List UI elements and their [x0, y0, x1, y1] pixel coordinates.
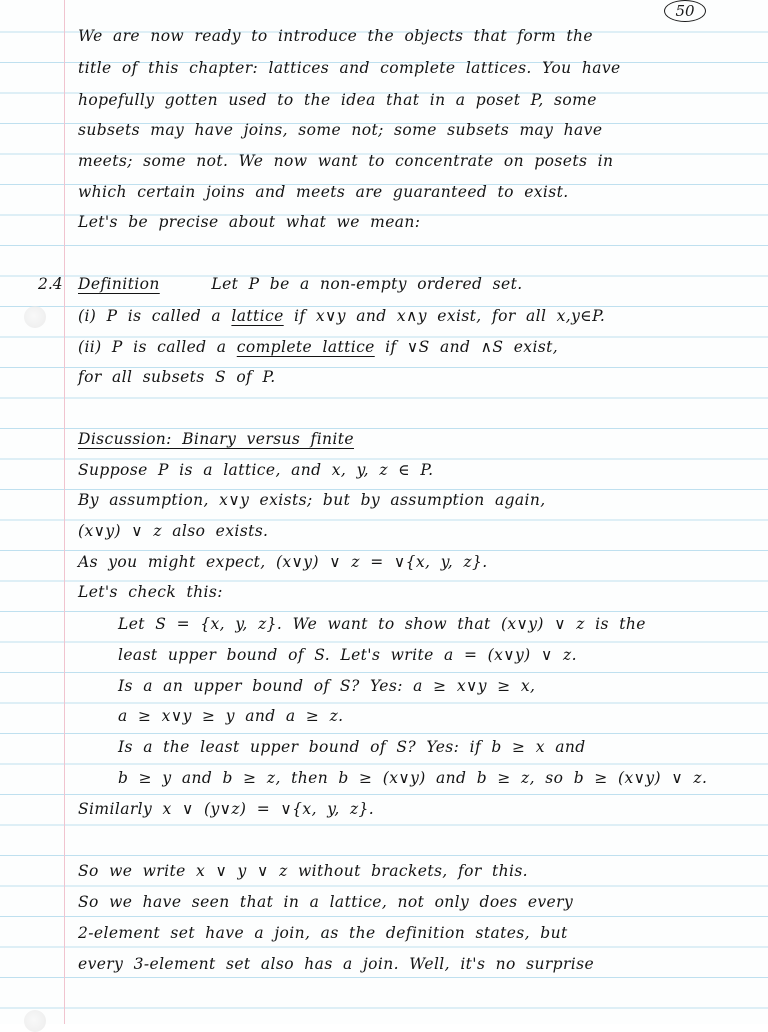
- text-line: hopefully gotten used to the idea that in a poset P, some: [78, 91, 597, 109]
- proof-line: least upper bound of S. Let's write a = (x∨y) ∨ z.: [118, 646, 577, 664]
- text-line: subsets may have joins, some not; some subsets may have: [78, 121, 603, 139]
- closing-line: So we have seen that in a lattice, not only does every: [78, 893, 574, 911]
- text-line: which certain joins and meets are guaranteed to exist.: [78, 183, 569, 201]
- proof-line: Let S = {x, y, z}. We want to show that (x∨y) ∨ z is the: [118, 615, 646, 633]
- punch-hole: [24, 1010, 46, 1032]
- text-line: title of this chapter: lattices and complete lattices. You have: [78, 59, 621, 77]
- proof-line: Is a an upper bound of S? Yes: a ≥ x∨y ≥ x,: [118, 677, 536, 695]
- definition-item-1-suffix: if x∨y and x∧y exist, for all x,y∈P.: [294, 307, 606, 325]
- text-line: We are now ready to introduce the objects that form the: [78, 27, 593, 45]
- closing-line: So we write x ∨ y ∨ z without brackets, for this.: [78, 862, 529, 880]
- discussion-line: (x∨y) ∨ z also exists.: [78, 522, 269, 540]
- text-line: meets; some not. We now want to concentrate on posets in: [78, 152, 614, 170]
- page-number: 50: [664, 0, 706, 22]
- definition-item-2-suffix: if ∨S and ∧S exist,: [385, 338, 559, 356]
- definition-heading: Definition: [78, 275, 160, 293]
- discussion-line: By assumption, x∨y exists; but by assumption again,: [78, 491, 546, 509]
- definition-item-1: [78, 306, 738, 326]
- proof-line: a ≥ x∨y ≥ y and a ≥ z.: [118, 707, 344, 725]
- discussion-line: Let's check this:: [78, 583, 223, 601]
- text-line: Let's be precise about what we mean:: [78, 213, 421, 231]
- similarly-line: Similarly x ∨ (y∨z) = ∨{x, y, z}.: [78, 800, 375, 818]
- discussion-line: Suppose P is a lattice, and x, y, z ∈ P.: [78, 461, 434, 479]
- punch-hole: [24, 306, 46, 328]
- discussion-line: As you might expect, (x∨y) ∨ z = ∨{x, y, z}.: [78, 553, 488, 571]
- term-lattice: lattice: [231, 307, 284, 325]
- closing-line: 2-element set have a join, as the definition states, but: [78, 924, 568, 942]
- definition-line: [78, 274, 738, 294]
- proof-line: b ≥ y and b ≥ z, then b ≥ (x∨y) and b ≥ z, so b ≥ (x∨y) ∨ z.: [118, 769, 708, 787]
- definition-intro: Let P be a non-empty ordered set.: [211, 275, 523, 293]
- proof-line: Is a the least upper bound of S? Yes: if b ≥ x and: [118, 738, 586, 756]
- term-complete-lattice: complete lattice: [236, 338, 375, 356]
- definition-item-2: [78, 337, 738, 357]
- margin-line: [64, 0, 65, 1024]
- closing-line: every 3-element set also has a join. Well, it's no surprise: [78, 955, 595, 973]
- discussion-heading-text: Discussion: Binary versus finite: [78, 430, 354, 448]
- definition-number: 2.4: [38, 275, 63, 293]
- definition-item-2-cont: for all subsets S of P.: [78, 368, 276, 386]
- discussion-heading: [78, 429, 738, 449]
- definition-item-1-prefix: (i) P is called a: [78, 307, 222, 325]
- definition-item-2-prefix: (ii) P is called a: [78, 338, 227, 356]
